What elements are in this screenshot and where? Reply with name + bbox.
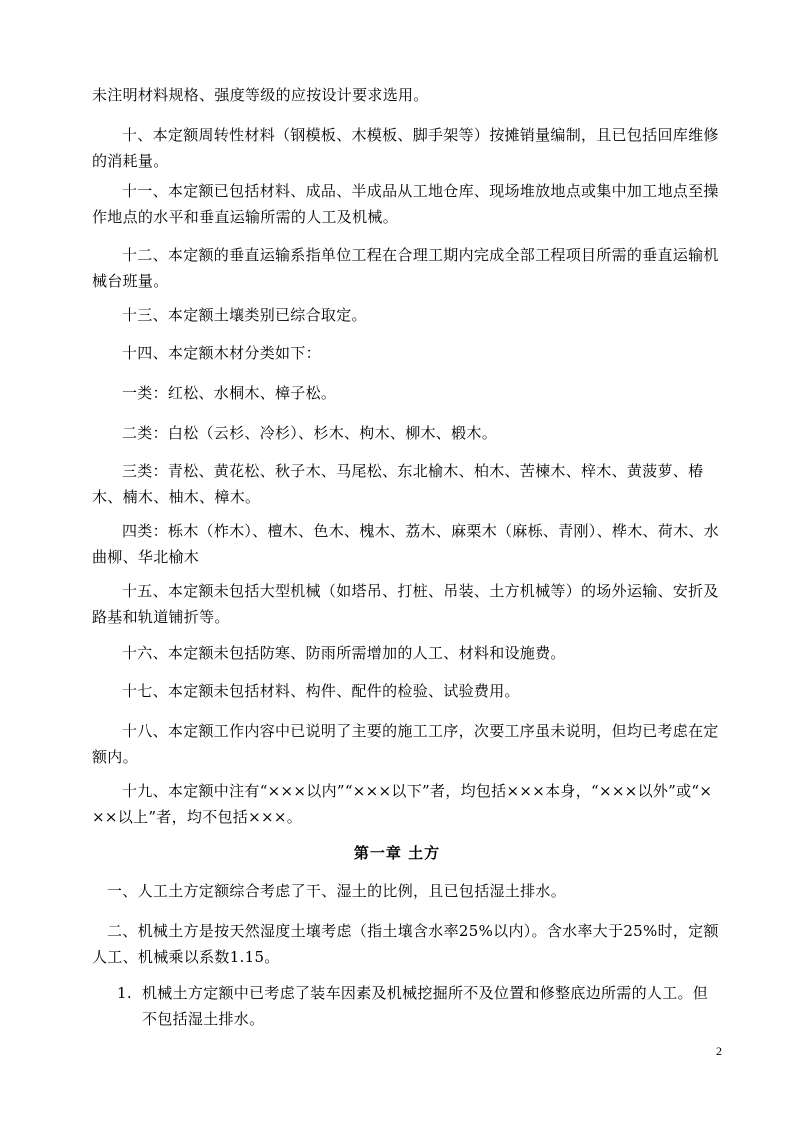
paragraph-10: 十、本定额周转性材料（钢模板、木模板、脚手架等）按摊销量编制，且已包括回库维修的消耗量。	[92, 126, 719, 170]
paragraph-15: 十五、本定额未包括大型机械（如塔吊、打桩、吊装、土方机械等）的场外运输、安折及路基和轨道铺折等。	[92, 582, 719, 626]
list-item-text: 机械土方定额中已考虑了装车因素及机械挖掘所不及位置和修整底边所需的人工。但不包括湿土排水。	[142, 984, 709, 1028]
paragraph-continuation: 未注明材料规格、强度等级的应按设计要求选用。	[92, 86, 429, 104]
paragraph-17: 十七、本定额未包括材料、构件、配件的检验、试验费用。	[122, 682, 520, 700]
list-item	[117, 980, 722, 1032]
list-item-number: 1.	[117, 984, 132, 1002]
wood-class-3: 三类：青松、黄花松、秋子木、马尾松、东北榆木、柏木、苦楝木、梓木、黄菠萝、椿木、楠木、柚木、樟木。	[92, 462, 704, 506]
paragraph-14: 十四、本定额木材分类如下：	[122, 344, 321, 362]
chapter-item-2: 二、机械土方是按天然湿度土壤考虑（指土壤含水率25%以内）。含水率大于25%时，定额人工、机械乘以系数1.15。	[92, 922, 719, 966]
paragraph-11: 十一、本定额已包括材料、成品、半成品从工地仓库、现场堆放地点或集中加工地点至操作地点的水平和垂直运输所需的人工及机械。	[92, 182, 719, 226]
paragraph-19: 十九、本定额中注有“×××以内”“×××以下”者，均包括×××本身，“×××以外”或“×××以上”者，均不包括×××。	[92, 782, 713, 826]
paragraph-18: 十八、本定额工作内容中已说明了主要的施工工序，次要工序虽未说明，但均已考虑在定额内。	[92, 722, 719, 766]
wood-class-1: 一类：红松、水桐木、樟子松。	[122, 384, 337, 402]
wood-class-2: 二类：白松（云杉、冷杉）、杉木、枸木、柳木、椴木。	[122, 424, 498, 442]
chapter-item-1: 一、人工土方定额综合考虑了干、湿土的比例，且已包括湿土排水。	[107, 882, 567, 900]
paragraph-13: 十三、本定额土壤类别已综合取定。	[122, 306, 367, 324]
wood-class-4: 四类：栎木（柞木）、檀木、色木、槐木、荔木、麻栗木（麻栎、青刚）、桦木、荷木、水曲柳、华北榆木	[92, 522, 720, 566]
paragraph-12: 十二、本定额的垂直运输系指单位工程在合理工期内完成全部工程项目所需的垂直运输机械台班量。	[92, 246, 719, 290]
paragraph-16: 十六、本定额未包括防寒、防雨所需增加的人工、材料和设施费。	[122, 644, 566, 662]
page-number: 2	[716, 1044, 722, 1058]
chapter-title: 第一章 土方	[353, 844, 441, 862]
